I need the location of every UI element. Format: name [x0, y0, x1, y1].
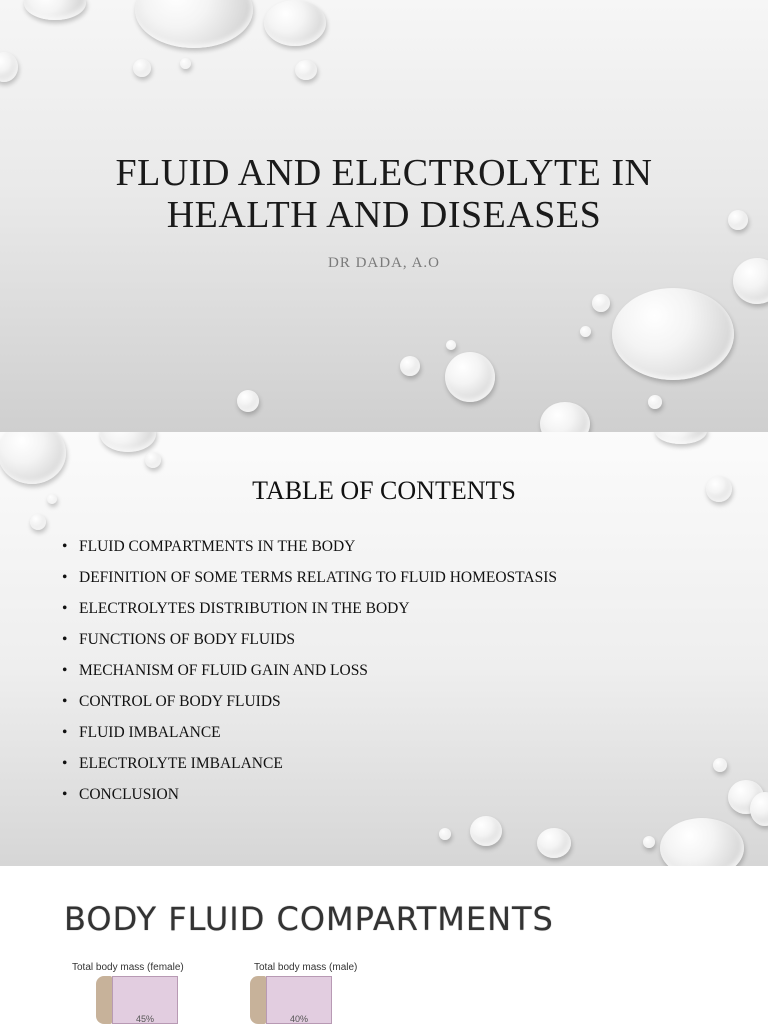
list-item	[62, 753, 557, 784]
male-mass-label: Total body mass (male)	[254, 962, 358, 973]
water-drop	[400, 356, 420, 376]
bullet: •	[62, 755, 68, 772]
female-percent-label: 45%	[136, 1014, 155, 1024]
bullet: •	[62, 538, 68, 555]
water-drop	[237, 390, 259, 412]
water-drop	[145, 452, 161, 468]
toc-item-label: ELECTROLYTES DISTRIBUTION IN THE BODY	[79, 600, 410, 617]
water-drop	[643, 836, 655, 848]
bullet: •	[62, 600, 68, 617]
list-item	[62, 536, 557, 567]
list-item	[62, 691, 557, 722]
slide-title-line-1: FLUID AND ELECTROLYTE IN	[115, 152, 653, 194]
water-drop	[470, 816, 502, 846]
list-item	[62, 784, 557, 815]
water-drop	[439, 828, 451, 840]
bullet: •	[62, 569, 68, 586]
toc-item-label: ELECTROLYTE IMBALANCE	[79, 755, 283, 772]
bullet: •	[62, 693, 68, 710]
water-drop	[445, 352, 495, 402]
toc-item-label: FUNCTIONS OF BODY FLUIDS	[79, 631, 296, 648]
list-item	[62, 598, 557, 629]
slide-subtitle: DR DADA, A.O	[327, 255, 440, 271]
slide-title-line-2: HEALTH AND DISEASES	[166, 194, 602, 236]
water-drop	[133, 59, 151, 77]
toc-item-label: DEFINITION OF SOME TERMS RELATING TO FLUID HOMEOSTASIS	[79, 569, 557, 586]
female-body-figure	[96, 976, 112, 1024]
toc-item-label: FLUID COMPARTMENTS IN THE BODY	[79, 538, 356, 555]
bullet: •	[62, 631, 68, 648]
toc-list	[62, 536, 557, 815]
water-drop	[750, 792, 768, 826]
toc-item-label: FLUID IMBALANCE	[79, 724, 221, 741]
water-drop	[648, 395, 662, 409]
water-drop	[660, 818, 744, 866]
bullet: •	[62, 724, 68, 741]
slide-title	[0, 152, 768, 236]
water-drop	[446, 340, 456, 350]
female-mass-label: Total body mass (female)	[72, 962, 184, 973]
male-percent-label: 40%	[290, 1014, 309, 1024]
bullet: •	[62, 662, 68, 679]
list-item	[62, 567, 557, 598]
water-drop	[30, 514, 46, 530]
male-body-figure	[250, 976, 266, 1024]
toc-item-label: CONTROL OF BODY FLUIDS	[79, 693, 281, 710]
water-drop	[655, 432, 707, 444]
bullet: •	[62, 786, 68, 803]
water-drop	[540, 402, 590, 432]
water-drop	[537, 828, 571, 858]
water-drop	[295, 60, 317, 80]
water-drop	[592, 294, 610, 312]
toc-title: TABLE OF CONTENTS	[252, 476, 516, 505]
list-item	[62, 660, 557, 691]
list-item	[62, 722, 557, 753]
compartments-title: BODY FLUID COMPARTMENTS	[64, 900, 554, 938]
water-drop	[0, 52, 18, 82]
water-drop	[24, 0, 86, 20]
water-drop	[100, 432, 156, 452]
list-item	[62, 629, 557, 660]
title-slide	[0, 0, 768, 432]
toc-item-label: MECHANISM OF FLUID GAIN AND LOSS	[79, 662, 368, 679]
water-drop	[264, 0, 326, 46]
water-drop	[580, 326, 591, 337]
water-drop	[713, 758, 727, 772]
water-drop	[135, 0, 253, 48]
toc-item-label: CONCLUSION	[79, 786, 179, 803]
water-drop	[180, 58, 191, 69]
water-drop	[612, 288, 734, 380]
